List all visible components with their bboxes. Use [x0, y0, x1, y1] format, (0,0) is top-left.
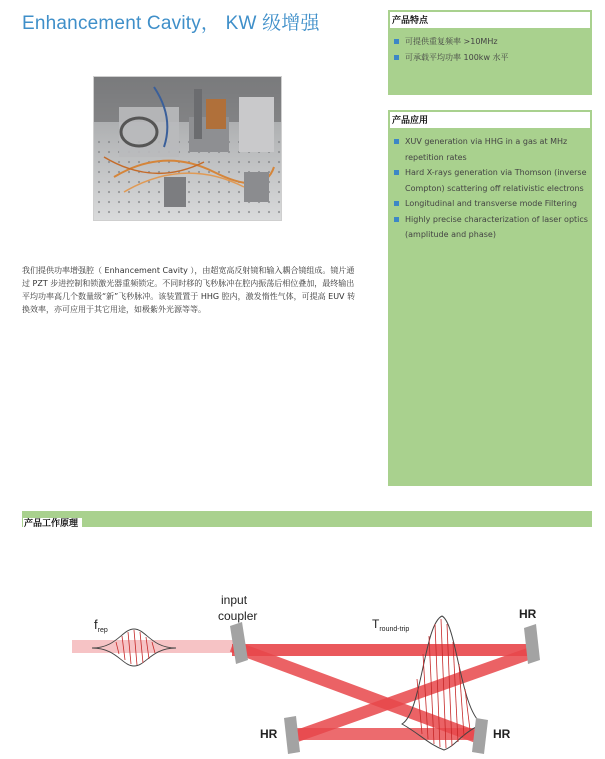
applications-heading: 产品应用 — [390, 112, 590, 128]
cavity-diagram — [72, 584, 545, 755]
page-title: Enhancement Cavity， KW 级增强 — [22, 13, 320, 34]
features-panel — [388, 10, 592, 95]
principle-section-header — [22, 511, 592, 527]
hr-bottom-right-label: HR — [493, 727, 511, 741]
application-item: Highly precise characterization of laser optics (amplitude and phase) — [394, 212, 588, 243]
hr-bottom-left-label: HR — [260, 727, 278, 741]
bullet-icon — [394, 217, 399, 222]
principle-heading: 产品工作原理 — [23, 518, 82, 532]
frep-label: $f_{rep}$ — [94, 617, 108, 634]
product-description: 我们提供功率增强腔（ Enhancement Cavity ），由超宽高反射镜和输入耦合镜组成。镜片通过 PZT 步进控制和锁激光器重频锁定。不同时移的飞秒脉冲在腔内振荡后相位叠加，最终输出平均功率高几个数量级“新”飞秒脉冲。该装置置于 HHG 腔内，激发惰性气体，可提高 EUV 转换效率，亦可应用于其它用途，如极紫外光源等等。 — [22, 266, 356, 314]
bullet-icon — [394, 170, 399, 175]
bullet-icon — [394, 201, 399, 206]
roundtrip-label: $T_{round-trip}$ — [372, 617, 410, 633]
applications-panel — [388, 110, 592, 486]
features-heading: 产品特点 — [390, 12, 590, 28]
feature-item: 可提供重复频率 >10MHz — [394, 34, 588, 50]
bullet-icon — [394, 39, 399, 44]
hr-top-right-label: HR — [519, 607, 537, 621]
bullet-icon — [394, 139, 399, 144]
bullet-icon — [394, 55, 399, 60]
application-item: Hard X-rays generation via Thomson (inverse Compton) scattering off relativistic electrons — [394, 165, 588, 196]
feature-item: 可承载平均功率 100kw 水平 — [394, 50, 588, 66]
application-item: XUV generation via HHG in a gas at MHz repetition rates — [394, 134, 588, 165]
application-item: Longitudinal and transverse mode Filtering — [394, 196, 588, 212]
input-coupler-label-2: coupler — [218, 609, 258, 623]
cavity-photo — [93, 76, 282, 221]
input-coupler-label-1: input — [221, 593, 248, 607]
